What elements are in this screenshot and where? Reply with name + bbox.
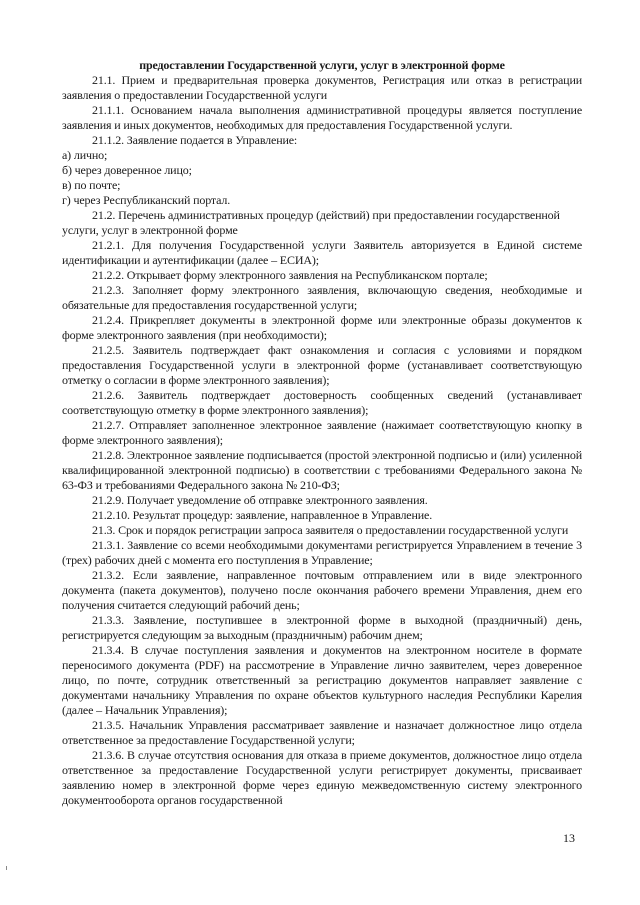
paragraph-21-2-3: 21.2.3. Заполняет форму электронного заявления, включающую сведения, необходимые и обязательные для предоставления государственной услуги; [62, 283, 582, 312]
list-item-b: б) через доверенное лицо; [62, 163, 192, 177]
paragraph-21-3-3: 21.3.3. Заявление, поступившее в электронной форме в выходной (праздничный) день, регистрируется следующим за выходным (праздничным) рабочим днем; [62, 613, 582, 642]
paragraph-21-2-9: 21.2.9. Получает уведомление об отправке электронного заявления. [92, 493, 428, 507]
paragraph-21-1-2: 21.1.2. Заявление подается в Управление: [92, 133, 298, 147]
paragraph-21-2-4: 21.2.4. Прикрепляет документы в электронной форме или электронные образы документов к форме электронного заявления (при необходимости); [62, 313, 582, 342]
section-heading: предоставлении Государственной услуги, услуг в электронной форме [139, 58, 505, 72]
page-number: 13 [563, 831, 575, 845]
paragraph-21-2-7: 21.2.7. Отправляет заполненное электронное заявление (нажимает соответствующую кнопку в форме электронного заявления); [62, 418, 582, 447]
paragraph-21-3-1: 21.3.1. Заявление со всеми необходимыми документами регистрируется Управлением в течение 3 (трех) рабочих дней с момента его поступления в Управление; [62, 538, 582, 567]
paragraph-21-2-6: 21.2.6. Заявитель подтверждает достоверность сообщенных сведений (устанавливает соответствующую отметку в форме электронного заявления); [62, 388, 582, 417]
paragraph-21-3: 21.3. Срок и порядок регистрации запроса заявителя о предоставлении государственной услуги [92, 523, 569, 537]
document-page [62, 58, 582, 808]
paragraph-21-2-10: 21.2.10. Результат процедур: заявление, направленное в Управление. [92, 508, 433, 522]
paragraph-21-1-1: 21.1.1. Основанием начала выполнения административной процедуры является поступление заявления и иных документов, необходимых для предоставления Государственной услуги. [62, 103, 582, 132]
paragraph-21-2-5: 21.2.5. Заявитель подтверждает факт ознакомления и согласия с условиями и порядком предоставления Государственной услуги в электронной форме (устанавливает соответствующую отметку о согласии в форме электронного заявления); [62, 343, 582, 387]
list-item-a: а) лично; [62, 148, 108, 162]
scan-mark [6, 866, 7, 870]
paragraph-21-3-2: 21.3.2. Если заявление, направленное почтовым отправлением или в виде электронного документа (пакета документов), получено после окончания рабочего времени Управления, днем его получения считается следующий рабочий день; [62, 568, 582, 612]
list-item-g: г) через Республиканский портал. [62, 193, 231, 207]
paragraph-21-3-5: 21.3.5. Начальник Управления рассматривает заявление и назначает должностное лицо отдела ответственное за предоставление Государственной услуги; [62, 718, 582, 747]
paragraph-21-3-6: 21.3.6. В случае отсутствия основания для отказа в приеме документов, должностное лицо отдела ответственное за предоставление Государственной услуги регистрирует документы, присваивает заявлению номер в электронной форме через единую межведомственную систему электронного документооборота органов государственной [62, 748, 582, 807]
paragraph-21-1: 21.1. Прием и предварительная проверка документов, Регистрация или отказ в регистрации заявления о предоставлении Государственной услуги [62, 73, 582, 102]
paragraph-21-2-8: 21.2.8. Электронное заявление подписывается (простой электронной подписью и (или) усиленной квалифицированной электронной подписью) в соответствии с требованиями Федерального закона № 63-ФЗ и требованиями Федерального закона № 210-ФЗ; [62, 448, 582, 492]
paragraph-21-2-2: 21.2.2. Открывает форму электронного заявления на Республиканском портале; [92, 268, 488, 282]
paragraph-21-2-1: 21.2.1. Для получения Государственной услуги Заявитель авторизуется в Единой системе идентификации и аутентификации (далее – ЕСИА); [62, 238, 582, 267]
paragraph-21-2: 21.2. Перечень административных процедур (действий) при предоставлении государственной услуги, услуг в электронной форме [62, 208, 560, 237]
paragraph-21-3-4: 21.3.4. В случае поступления заявления и документов на электронном носителе в формате переносимого документа (PDF) на рассмотрение в Управление лично заявителем, через доверенное лицо, по почте, сотрудник ответственный за регистрацию документов направляет заявление с документами начальнику Управления по охране объектов культурного наследия Республики Карелия (далее – Начальник Управления); [62, 643, 582, 717]
list-item-v: в) по почте; [62, 178, 121, 192]
